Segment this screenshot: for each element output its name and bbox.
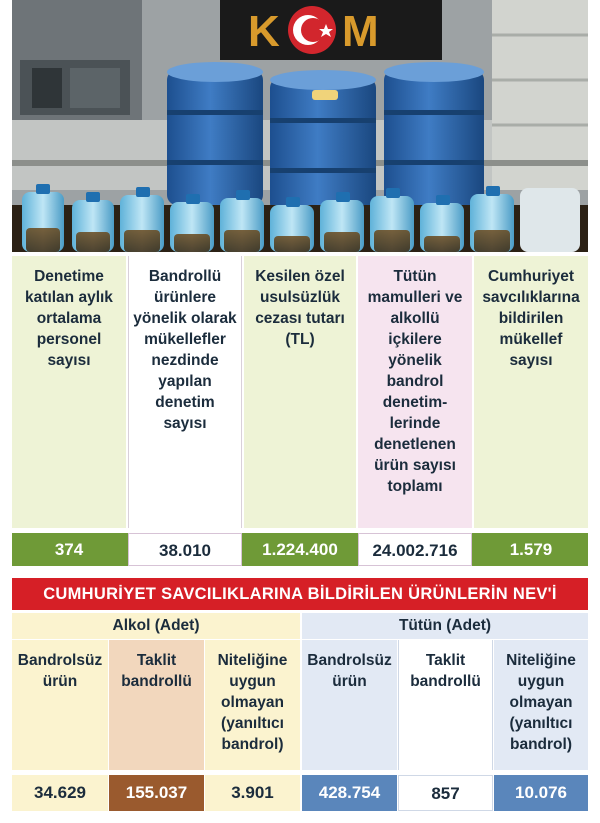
header-inspections: Bandrollü ürünlere yönelik olarak mükellefler nezdinde yapılan denetim sayısı xyxy=(128,256,242,528)
barrel-left xyxy=(167,62,263,205)
header-personnel: Denetime katılan aylık ortalama personel sayısı xyxy=(12,256,126,528)
alcohol-counterfeit-header: Taklit bandrollü xyxy=(109,640,204,770)
tobacco-group-header: Tütün (Adet) xyxy=(302,613,588,639)
alcohol-group-header: Alkol (Adet) xyxy=(12,613,300,639)
tobacco-counterfeit-value: 857 xyxy=(398,775,493,811)
value-products-inspected: 24.002.716 xyxy=(358,533,472,566)
seized-goods-photo xyxy=(12,0,588,252)
alcohol-counterfeit-value: 155.037 xyxy=(109,775,204,811)
header-penalty-amount: Kesilen özel usulsüzlük cezası tutarı (TL) xyxy=(244,256,356,528)
summary-table-headers xyxy=(12,256,588,528)
value-penalty-amount: 1.224.400 xyxy=(262,540,338,559)
alcohol-unbanded-value: 34.629 xyxy=(12,775,108,811)
barrel-right xyxy=(384,62,484,205)
barrel-middle xyxy=(270,70,376,213)
header-taxpayers-reported: Cumhuriyet savcılıklarına bildirilen mükellef sayısı xyxy=(474,256,588,528)
tobacco-misleading-value: 10.076 xyxy=(494,775,588,811)
alcohol-misleading-value: 3.901 xyxy=(205,775,300,811)
kom-sign-letter-k: K xyxy=(248,7,280,56)
tobacco-unbanded-header: Bandrolsüz ürün xyxy=(302,640,397,770)
section-title-banner: CUMHURİYET SAVCILIKLARINA BİLDİRİLEN ÜRÜNLERİN NEV'İ xyxy=(12,578,588,610)
value-inspections: 38.010 xyxy=(128,533,242,566)
alcohol-unbanded-header: Bandrolsüz ürün xyxy=(12,640,108,770)
tobacco-misleading-header: Niteliğine uygun olmayan (yanıltıcı bandrol) xyxy=(494,640,588,770)
alcohol-misleading-header: Niteliğine uygun olmayan (yanıltıcı bandrol) xyxy=(205,640,300,770)
tobacco-unbanded-value: 428.754 xyxy=(302,775,397,811)
header-products-inspected: Tütün mamulleri ve alkollü içkilere yönelik bandrol denetim-lerinde denetlenen ürün sayısı toplamı xyxy=(358,256,472,528)
value-personnel: 374 xyxy=(54,540,84,559)
kom-sign-letters-m: M xyxy=(342,7,379,56)
tobacco-counterfeit-header: Taklit bandrollü xyxy=(398,640,493,770)
value-taxpayers-reported: 1.579 xyxy=(509,540,553,559)
summary-table-values xyxy=(12,533,588,566)
